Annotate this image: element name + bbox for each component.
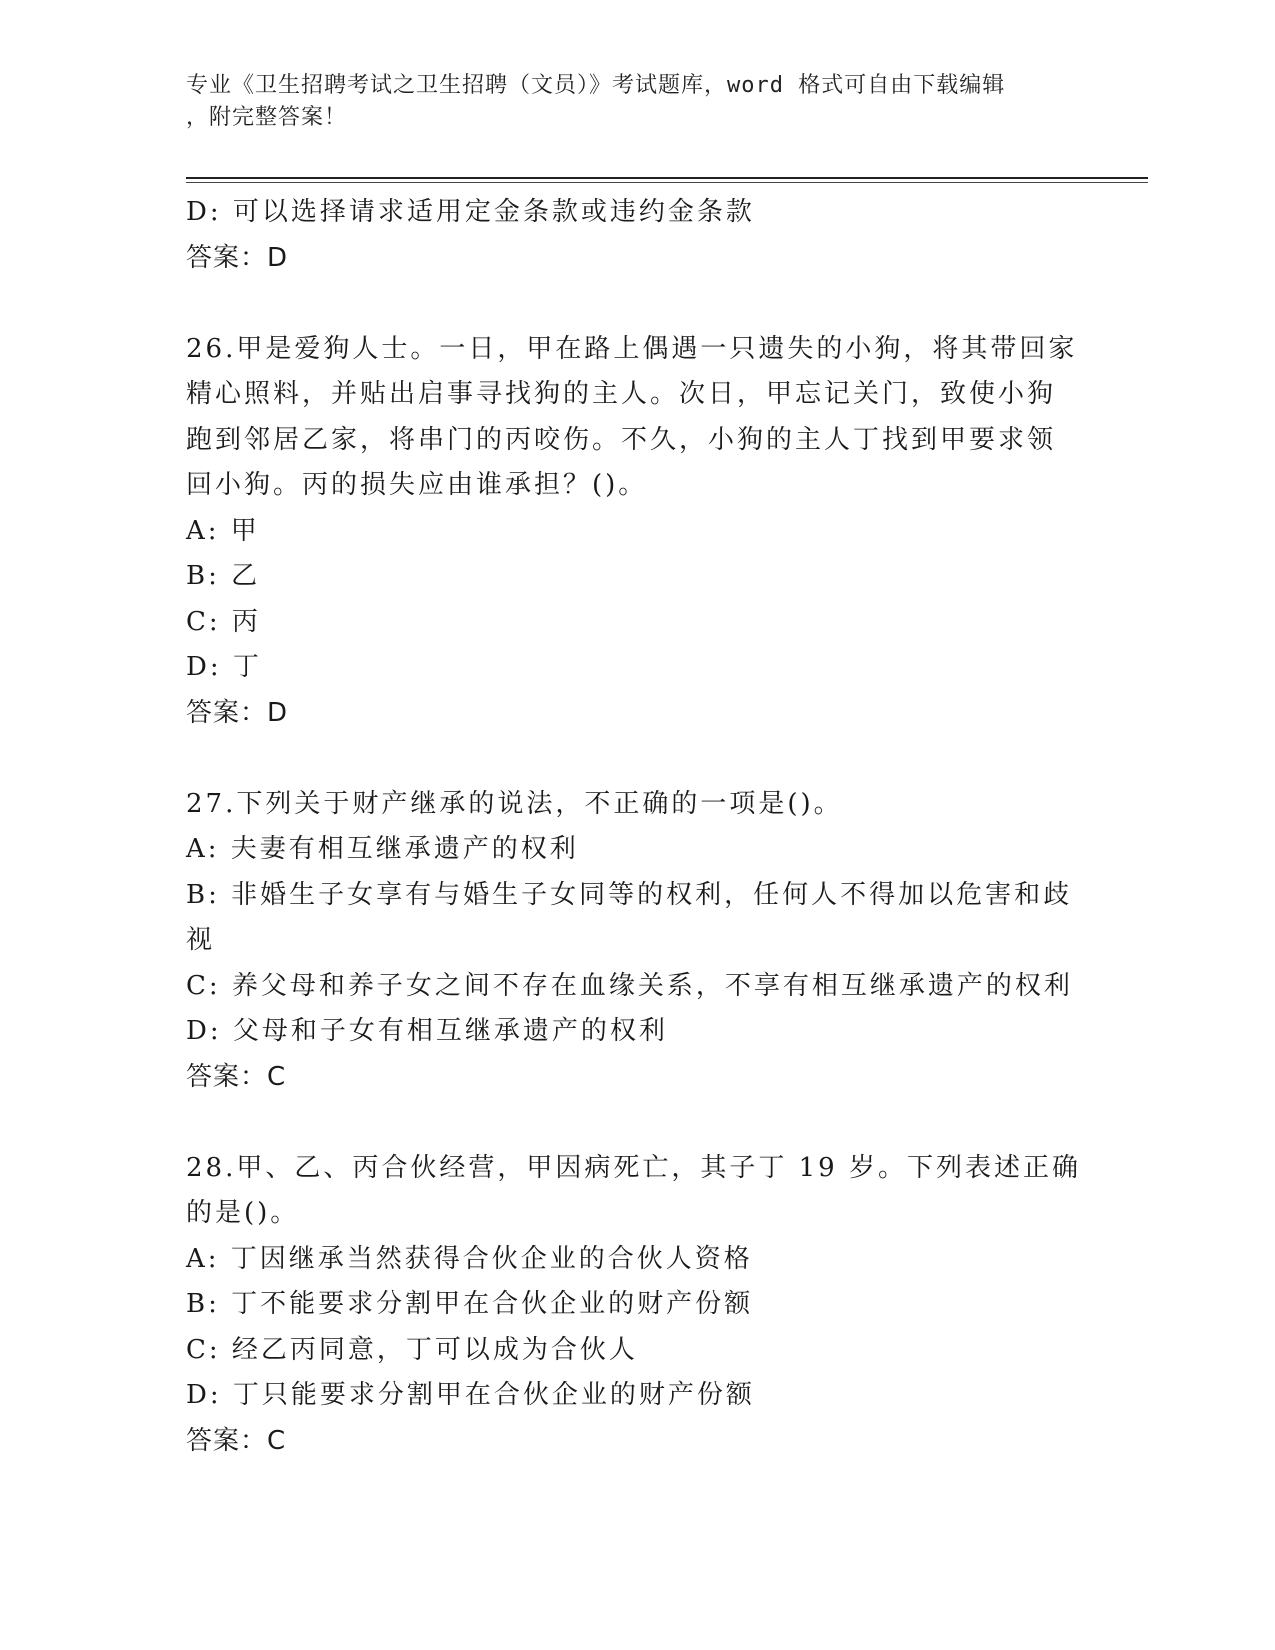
option-a: A: 丁因继承当然获得合伙企业的合伙人资格 xyxy=(186,1243,753,1274)
prev-question-tail xyxy=(186,190,1086,281)
option-b: B: 乙 xyxy=(186,561,261,591)
spacer xyxy=(186,1100,1086,1146)
question-26 xyxy=(186,327,1086,737)
question-stem-line: 精心照料，并贴出启事寻找狗的主人。次日，甲忘记关门，致使小狗 xyxy=(186,379,1057,409)
option-c: C: 养父母和养子女之间不存在血缘关系，不享有相互继承遗产的权利 xyxy=(186,970,1073,1001)
option-b: B: 丁不能要求分割甲在合伙企业的财产份额 xyxy=(186,1289,754,1319)
header-line-1: 专业《卫生招聘考试之卫生招聘（文员）》考试题库，word 格式可自由下载编辑 xyxy=(186,73,1006,98)
question-stem-line: 28.甲、乙、丙合伙经营，甲因病死亡，其子丁 19 岁。下列表述正确 xyxy=(186,1152,1081,1183)
question-27 xyxy=(186,782,1086,1101)
option-d: D: 丁 xyxy=(186,652,262,682)
question-stem-line: 26.甲是爱狗人士。一日，甲在路上偶遇一只遗失的小狗，将其带回家 xyxy=(186,333,1078,364)
header-line-2: ，附完整答案！ xyxy=(186,105,348,130)
question-stem-line: 27.下列关于财产继承的说法，不正确的一项是()。 xyxy=(186,788,843,819)
question-stem-line: 的是()。 xyxy=(186,1198,300,1228)
document-header xyxy=(186,70,1066,134)
answer-line: 答案：C xyxy=(186,1425,287,1456)
option-a: A: 甲 xyxy=(186,515,260,546)
option-d: D: 可以选择请求适用定金条款或违约金条款 xyxy=(186,197,755,227)
answer-line: 答案：D xyxy=(186,697,289,728)
document-body xyxy=(186,190,1086,1464)
option-c: C: 经乙丙同意，丁可以成为合伙人 xyxy=(186,1334,638,1365)
answer-line: 答案：C xyxy=(186,1061,287,1092)
option-d: D: 父母和子女有相互继承遗产的权利 xyxy=(186,1016,668,1046)
option-c: C: 丙 xyxy=(186,606,261,637)
spacer xyxy=(186,736,1086,782)
spacer xyxy=(186,281,1086,327)
question-stem-line: 回小狗。丙的损失应由谁承担？()。 xyxy=(186,470,648,500)
option-d: D: 丁只能要求分割甲在合伙企业的财产份额 xyxy=(186,1380,755,1410)
header-divider-thick xyxy=(186,177,1148,179)
header-divider-thin xyxy=(186,182,1148,183)
option-a: A: 夫妻有相互继承遗产的权利 xyxy=(186,834,579,864)
question-28 xyxy=(186,1146,1086,1465)
question-stem-line: 跑到邻居乙家，将串门的丙咬伤。不久，小狗的主人丁找到甲要求领 xyxy=(186,424,1057,455)
answer-line: 答案：D xyxy=(186,242,289,273)
option-b: B: 非婚生子女享有与婚生子女同等的权利，任何人不得加以危害和歧 xyxy=(186,879,1073,910)
option-b-continued: 视 xyxy=(186,925,216,955)
